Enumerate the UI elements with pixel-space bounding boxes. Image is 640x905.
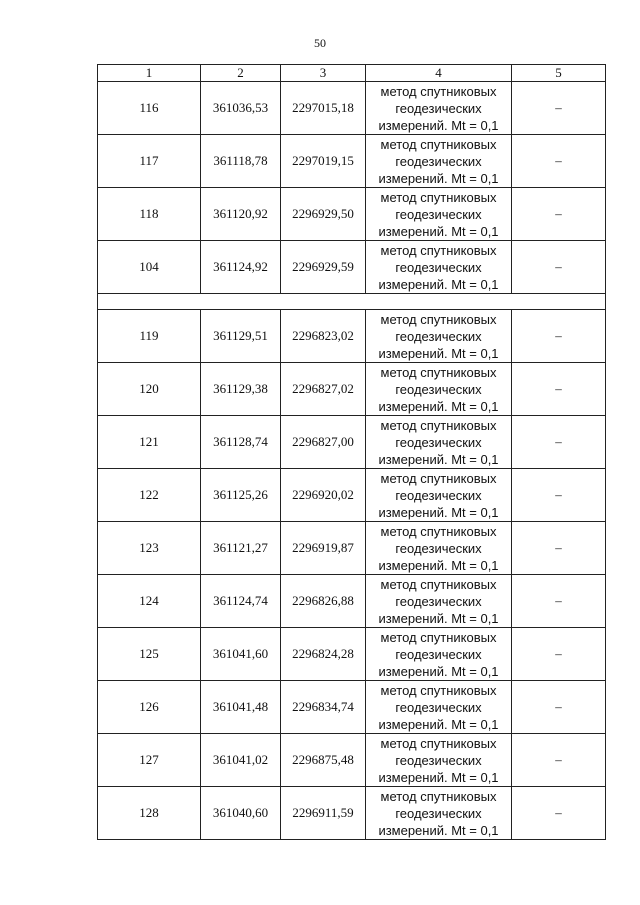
x-coordinate: 361041,02 xyxy=(201,734,281,787)
x-coordinate: 361118,78 xyxy=(201,135,281,188)
table-row xyxy=(98,241,606,294)
method-description xyxy=(366,469,512,522)
note-dash: – xyxy=(512,522,606,575)
method-line: метод спутниковых xyxy=(380,417,497,433)
method-line: измерений. Mt = 0,1 xyxy=(378,451,499,467)
point-number: 124 xyxy=(98,575,201,628)
y-coordinate: 2296823,02 xyxy=(281,310,366,363)
x-coordinate: 361121,27 xyxy=(201,522,281,575)
method-line: измерений. Mt = 0,1 xyxy=(378,610,499,626)
method-line: измерений. Mt = 0,1 xyxy=(378,822,499,838)
method-line: геодезических xyxy=(395,752,482,768)
y-coordinate: 2296824,28 xyxy=(281,628,366,681)
separator-row xyxy=(98,294,606,310)
method-line: метод спутниковых xyxy=(380,242,497,258)
method-line: метод спутниковых xyxy=(380,136,497,152)
note-dash: – xyxy=(512,135,606,188)
column-header-3: 3 xyxy=(281,65,366,82)
method-line: геодезических xyxy=(395,699,482,715)
point-number: 127 xyxy=(98,734,201,787)
x-coordinate: 361041,48 xyxy=(201,681,281,734)
column-header-4: 4 xyxy=(366,65,512,82)
note-dash: – xyxy=(512,363,606,416)
point-number: 104 xyxy=(98,241,201,294)
y-coordinate: 2296920,02 xyxy=(281,469,366,522)
y-coordinate: 2296827,00 xyxy=(281,416,366,469)
x-coordinate: 361041,60 xyxy=(201,628,281,681)
point-number: 122 xyxy=(98,469,201,522)
point-number: 118 xyxy=(98,188,201,241)
table-row xyxy=(98,188,606,241)
y-coordinate: 2296929,59 xyxy=(281,241,366,294)
note-dash: – xyxy=(512,241,606,294)
method-line: метод спутниковых xyxy=(380,523,497,539)
note-dash: – xyxy=(512,469,606,522)
y-coordinate: 2296827,02 xyxy=(281,363,366,416)
method-line: измерений. Mt = 0,1 xyxy=(378,117,499,133)
page-number: 50 xyxy=(314,36,326,50)
x-coordinate: 361129,38 xyxy=(201,363,281,416)
method-line: геодезических xyxy=(395,646,482,662)
method-line: измерений. Mt = 0,1 xyxy=(378,398,499,414)
y-coordinate: 2296919,87 xyxy=(281,522,366,575)
table-header-row xyxy=(98,65,606,82)
method-line: измерений. Mt = 0,1 xyxy=(378,276,499,292)
method-description xyxy=(366,135,512,188)
table-row xyxy=(98,787,606,840)
method-description xyxy=(366,628,512,681)
method-line: геодезических xyxy=(395,100,482,116)
y-coordinate: 2297015,18 xyxy=(281,82,366,135)
method-line: геодезических xyxy=(395,593,482,609)
note-dash: – xyxy=(512,787,606,840)
method-line: метод спутниковых xyxy=(380,470,497,486)
y-coordinate: 2296929,50 xyxy=(281,188,366,241)
method-line: измерений. Mt = 0,1 xyxy=(378,716,499,732)
method-line: измерений. Mt = 0,1 xyxy=(378,504,499,520)
method-line: геодезических xyxy=(395,328,482,344)
method-line: измерений. Mt = 0,1 xyxy=(378,663,499,679)
method-line: метод спутниковых xyxy=(380,788,497,804)
method-description xyxy=(366,416,512,469)
x-coordinate: 361128,74 xyxy=(201,416,281,469)
method-description xyxy=(366,241,512,294)
separator-cell xyxy=(98,294,606,310)
method-line: измерений. Mt = 0,1 xyxy=(378,345,499,361)
method-line: метод спутниковых xyxy=(380,189,497,205)
note-dash: – xyxy=(512,310,606,363)
method-line: метод спутниковых xyxy=(380,629,497,645)
coordinates-table xyxy=(97,64,606,840)
table-row xyxy=(98,310,606,363)
method-description xyxy=(366,681,512,734)
note-dash: – xyxy=(512,188,606,241)
point-number: 125 xyxy=(98,628,201,681)
note-dash: – xyxy=(512,681,606,734)
point-number: 119 xyxy=(98,310,201,363)
x-coordinate: 361129,51 xyxy=(201,310,281,363)
x-coordinate: 361125,26 xyxy=(201,469,281,522)
table-row xyxy=(98,82,606,135)
method-line: геодезических xyxy=(395,381,482,397)
method-description xyxy=(366,82,512,135)
point-number: 128 xyxy=(98,787,201,840)
method-description xyxy=(366,188,512,241)
method-line: метод спутниковых xyxy=(380,682,497,698)
method-line: измерений. Mt = 0,1 xyxy=(378,170,499,186)
point-number: 126 xyxy=(98,681,201,734)
method-line: метод спутниковых xyxy=(380,576,497,592)
y-coordinate: 2296834,74 xyxy=(281,681,366,734)
method-line: метод спутниковых xyxy=(380,735,497,751)
x-coordinate: 361036,53 xyxy=(201,82,281,135)
y-coordinate: 2296911,59 xyxy=(281,787,366,840)
column-header-5: 5 xyxy=(512,65,606,82)
table-row xyxy=(98,575,606,628)
x-coordinate: 361124,74 xyxy=(201,575,281,628)
table-row xyxy=(98,469,606,522)
method-description xyxy=(366,522,512,575)
method-line: геодезических xyxy=(395,434,482,450)
column-header-1: 1 xyxy=(98,65,201,82)
note-dash: – xyxy=(512,82,606,135)
table-row xyxy=(98,628,606,681)
note-dash: – xyxy=(512,628,606,681)
note-dash: – xyxy=(512,575,606,628)
note-dash: – xyxy=(512,416,606,469)
point-number: 121 xyxy=(98,416,201,469)
method-description xyxy=(366,575,512,628)
point-number: 116 xyxy=(98,82,201,135)
point-number: 117 xyxy=(98,135,201,188)
method-line: геодезических xyxy=(395,206,482,222)
note-dash: – xyxy=(512,734,606,787)
method-description xyxy=(366,734,512,787)
method-line: метод спутниковых xyxy=(380,364,497,380)
method-line: метод спутниковых xyxy=(380,83,497,99)
column-header-2: 2 xyxy=(201,65,281,82)
table-row xyxy=(98,363,606,416)
method-line: метод спутниковых xyxy=(380,311,497,327)
point-number: 123 xyxy=(98,522,201,575)
x-coordinate: 361040,60 xyxy=(201,787,281,840)
y-coordinate: 2296875,48 xyxy=(281,734,366,787)
x-coordinate: 361120,92 xyxy=(201,188,281,241)
method-line: измерений. Mt = 0,1 xyxy=(378,769,499,785)
x-coordinate: 361124,92 xyxy=(201,241,281,294)
method-line: геодезических xyxy=(395,153,482,169)
method-line: измерений. Mt = 0,1 xyxy=(378,557,499,573)
y-coordinate: 2296826,88 xyxy=(281,575,366,628)
method-description xyxy=(366,310,512,363)
table-row xyxy=(98,681,606,734)
point-number: 120 xyxy=(98,363,201,416)
method-line: геодезических xyxy=(395,540,482,556)
method-line: геодезических xyxy=(395,259,482,275)
table-row xyxy=(98,135,606,188)
y-coordinate: 2297019,15 xyxy=(281,135,366,188)
method-line: геодезических xyxy=(395,487,482,503)
table-row xyxy=(98,522,606,575)
table-row xyxy=(98,416,606,469)
table-row xyxy=(98,734,606,787)
method-line: измерений. Mt = 0,1 xyxy=(378,223,499,239)
method-description xyxy=(366,363,512,416)
method-line: геодезических xyxy=(395,805,482,821)
method-description xyxy=(366,787,512,840)
